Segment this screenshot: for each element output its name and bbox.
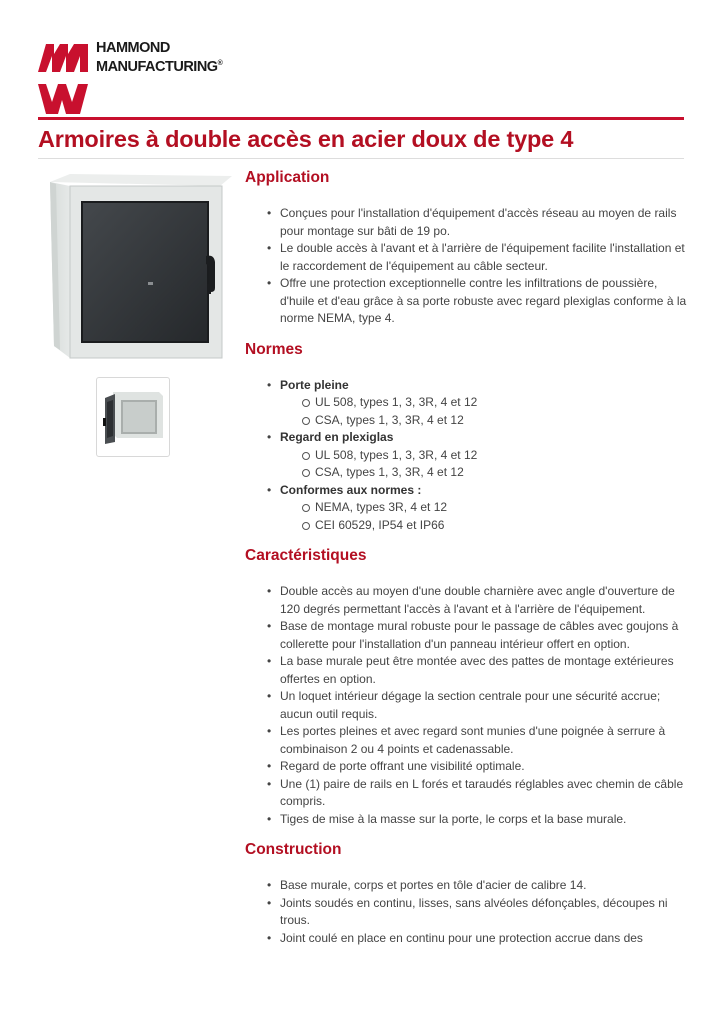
caracteristiques-list	[245, 583, 690, 828]
thumbnail-frame[interactable]	[96, 377, 170, 457]
application-list	[245, 205, 690, 328]
title-divider	[38, 158, 684, 159]
list-item: • Un loquet intérieur dégage la section centrale pour une sécurité accrue; aucun outil requis.	[245, 688, 690, 723]
section-caracteristiques	[245, 546, 690, 828]
list-item: • Regard de porte offrant une visibilité optimale.	[245, 758, 690, 776]
section-application	[245, 168, 690, 328]
section-heading-construction: Construction	[245, 841, 342, 858]
list-item: CSA, types 1, 3, 3R, 4 et 12	[280, 412, 690, 430]
list-item	[245, 429, 690, 482]
page-title: Armoires à double accès en acier doux de type 4	[38, 126, 574, 152]
list-item: • Joints soudés en continu, lisses, sans alvéoles défonçables, découpes ni trous.	[245, 895, 690, 930]
brand-line-2: MANUFACTURING	[96, 58, 218, 75]
brand-line-1: HAMMOND	[96, 40, 170, 56]
brand-name	[96, 40, 222, 75]
list-item: • Une (1) paire de rails en L forés et taraudés réglables avec chemin de câble compris.	[245, 776, 690, 811]
section-normes	[245, 340, 690, 535]
list-item: • Tiges de mise à la masse sur la porte, le corps et la base murale.	[245, 811, 690, 829]
list-item: UL 508, types 1, 3, 3R, 4 et 12	[280, 394, 690, 412]
list-item: • Joint coulé en place en continu pour une protection accrue dans des	[245, 930, 690, 948]
list-item	[245, 482, 690, 535]
section-heading-application: Application	[245, 169, 330, 186]
list-item: NEMA, types 3R, 4 et 12	[280, 499, 690, 517]
norme-group-title: Porte pleine	[280, 377, 349, 392]
list-item: CSA, types 1, 3, 3R, 4 et 12	[280, 464, 690, 482]
norme-sublist	[280, 394, 690, 429]
list-item: UL 508, types 1, 3, 3R, 4 et 12	[280, 447, 690, 465]
registered-mark: ®	[217, 60, 223, 67]
list-item: • Conçues pour l'installation d'équipement d'accès réseau au moyen de rails pour montage sur bâti de 19 po.	[245, 205, 690, 240]
header	[38, 40, 688, 118]
section-heading-caracteristiques: Caractéristiques	[245, 547, 367, 564]
list-item: • Les portes pleines et avec regard sont munies d'une poignée à serrure à combinaison 2 ou 4 points et cadenassable.	[245, 723, 690, 758]
content-column	[245, 168, 690, 959]
header-divider	[38, 117, 684, 120]
construction-list	[245, 877, 690, 947]
list-item: • Offre une protection exceptionnelle contre les infiltrations de poussière, d'huile et d'eau grâce à sa porte robuste avec regard plexiglas conforme à la norme NEMA, type 4.	[245, 275, 690, 328]
normes-list	[245, 377, 690, 535]
list-item: • Double accès au moyen d'une double charnière avec angle d'ouverture de 120 degrés permettant l'accès à l'avant et à l'arrière de l'équipement.	[245, 583, 690, 618]
list-item: CEI 60529, IP54 et IP66	[280, 517, 690, 535]
norme-sublist	[280, 499, 690, 534]
norme-group-title: Conformes aux normes :	[280, 482, 422, 497]
norme-group-title: Regard en plexiglas	[280, 430, 394, 444]
norme-sublist	[280, 447, 690, 482]
list-item: • Le double accès à l'avant et à l'arrière de l'équipement facilite l'installation et le raccordement de l'équipement au câble secteur.	[245, 240, 690, 275]
section-construction	[245, 840, 690, 947]
enclosure-open-thumbnail-icon[interactable]	[101, 382, 165, 452]
enclosure-photo-icon[interactable]	[46, 170, 236, 360]
list-item: • Base de montage mural robuste pour le passage de câbles avec goujons à collerette pour l'installation d'un panneau intérieur offert en option.	[245, 618, 690, 653]
section-heading-normes: Normes	[245, 340, 303, 358]
list-item: • La base murale peut être montée avec des pattes de montage extérieures offertes en option.	[245, 653, 690, 688]
list-item: • Base murale, corps et portes en tôle d'acier de calibre 14.	[245, 877, 690, 895]
hammond-logo-icon[interactable]	[38, 42, 88, 114]
list-item	[245, 377, 690, 430]
